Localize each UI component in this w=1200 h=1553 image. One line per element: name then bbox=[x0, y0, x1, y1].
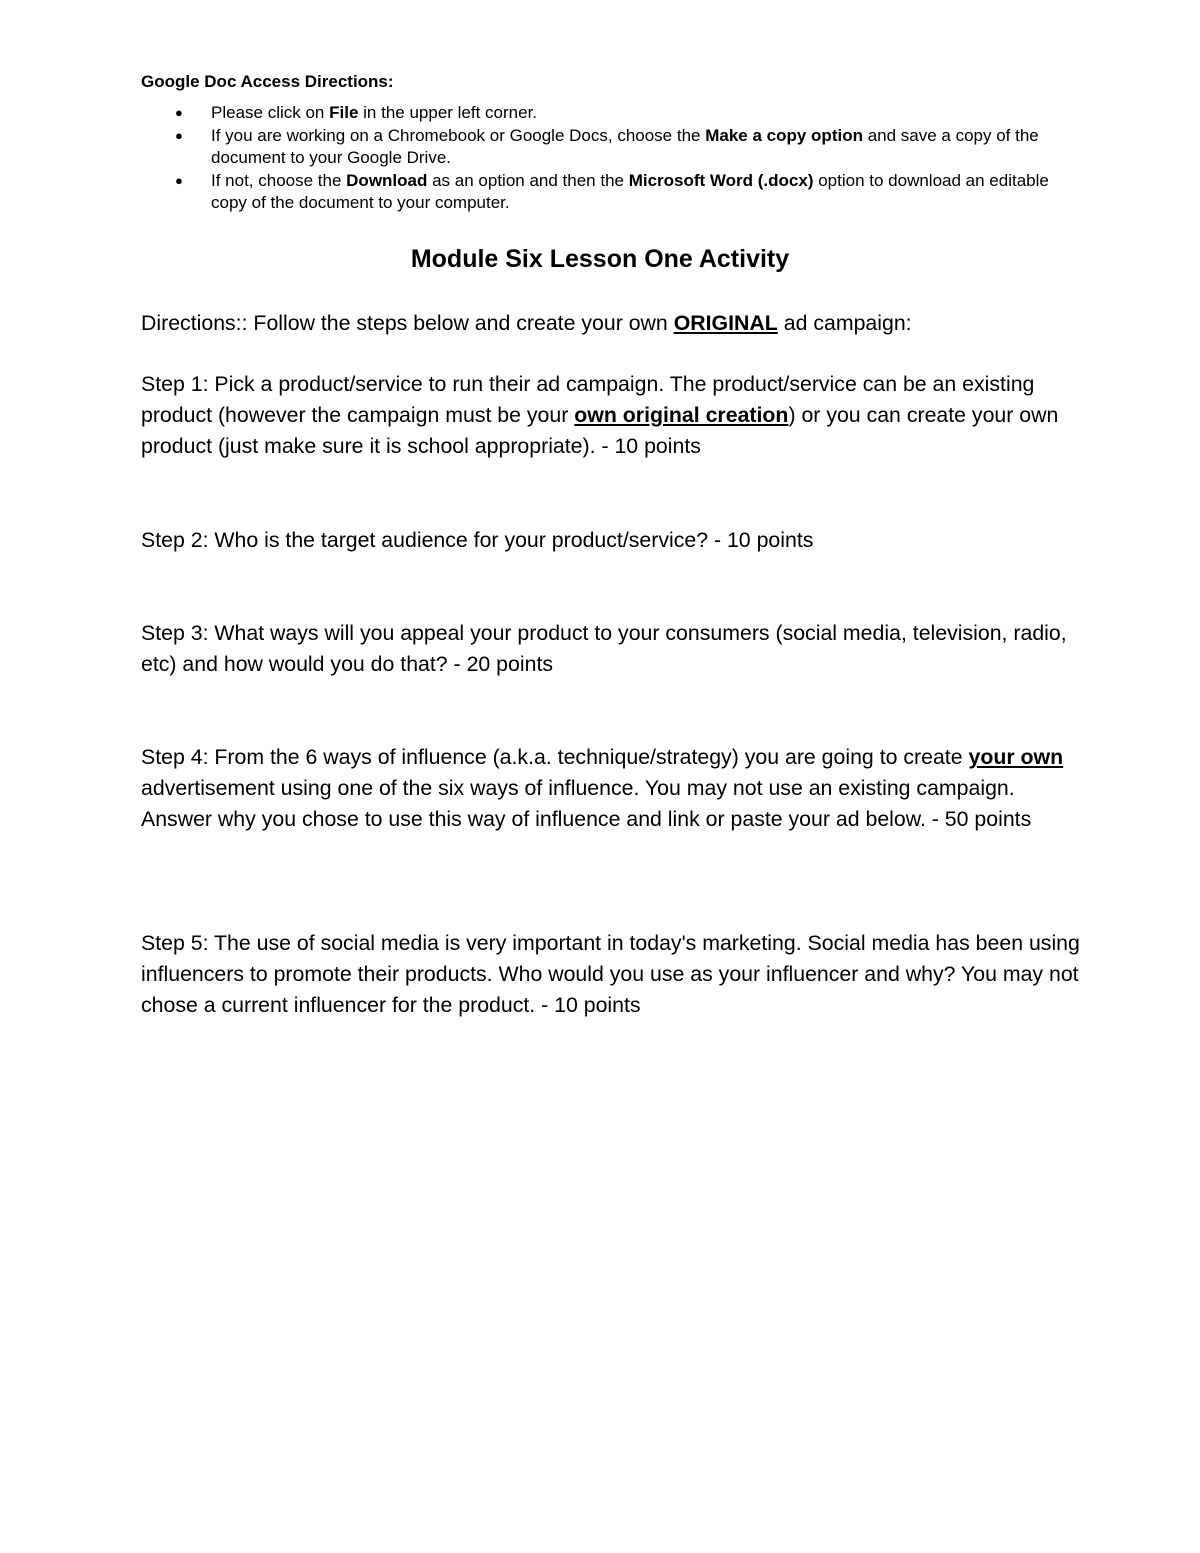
access-item-bold: Microsoft Word (.docx) bbox=[628, 170, 814, 190]
access-item-download bbox=[141, 170, 1071, 215]
access-item-bold: Make a copy option bbox=[705, 125, 863, 145]
step-4-paragraph bbox=[141, 742, 1081, 836]
step-3-paragraph: Step 3: What ways will you appeal your product to your consumers (social media, television, radio, etc) and how would you do that? - 20 points bbox=[141, 621, 1067, 677]
access-item-text: and save a copy of the document to your Google Drive. bbox=[211, 125, 1039, 168]
access-item-text: If you are working on a Chromebook or Google Docs, choose the bbox=[211, 125, 706, 145]
access-item-text: as an option and then the bbox=[427, 170, 629, 190]
access-directions-list bbox=[141, 102, 1071, 215]
step-emphasis: own original creation bbox=[574, 403, 789, 428]
access-item-bold: Download bbox=[346, 170, 428, 190]
access-item-text: in the upper left corner. bbox=[358, 103, 538, 122]
page-title: Module Six Lesson One Activity bbox=[410, 245, 790, 273]
directions-text: ad campaign: bbox=[777, 311, 912, 335]
directions-emphasis: ORIGINAL bbox=[673, 311, 778, 335]
step-text: Step 4: From the 6 ways of influence (a.k.a. technique/strategy) you are going to create bbox=[141, 745, 969, 769]
step-text: ) or you can create your own product (just make sure it is school appropriate). - 10 points bbox=[141, 403, 1059, 459]
access-item-text: option to download an editable copy of the document to your computer. bbox=[211, 170, 1049, 213]
access-item-bold: File bbox=[329, 103, 359, 122]
bullet-icon: ● bbox=[175, 127, 183, 143]
directions-text: Directions:: Follow the steps below and create your own bbox=[141, 311, 674, 335]
directions-paragraph bbox=[141, 308, 1081, 339]
step-5-paragraph: Step 5: The use of social media is very important in today's marketing. Social media has been using influencers to promote their products. Who would you use as your influencer and why? You may not chose a current influencer for the product. - 10 points bbox=[141, 931, 1080, 1018]
step-1-paragraph bbox=[141, 369, 1081, 463]
step-emphasis: your own bbox=[968, 745, 1064, 769]
bullet-icon: ● bbox=[175, 105, 183, 120]
access-item-file bbox=[141, 102, 1071, 125]
access-item-text: Please click on bbox=[211, 103, 330, 122]
step-2-paragraph: Step 2: Who is the target audience for your product/service? - 10 points bbox=[141, 528, 814, 552]
access-item-make-copy bbox=[141, 125, 1071, 170]
step-text: advertisement using one of the six ways of influence. You may not use an existing campaign. Answer why you chose to use this way of influence and link or paste your ad below. - 50 points bbox=[141, 776, 1032, 832]
step-text: Step 1: Pick a product/service to run their ad campaign. The product/service can be an existing product (however the campaign must be your bbox=[141, 372, 1035, 428]
bullet-icon: ● bbox=[175, 172, 183, 188]
access-item-text: If not, choose the bbox=[211, 170, 347, 190]
access-directions-heading: Google Doc Access Directions: bbox=[141, 72, 394, 91]
